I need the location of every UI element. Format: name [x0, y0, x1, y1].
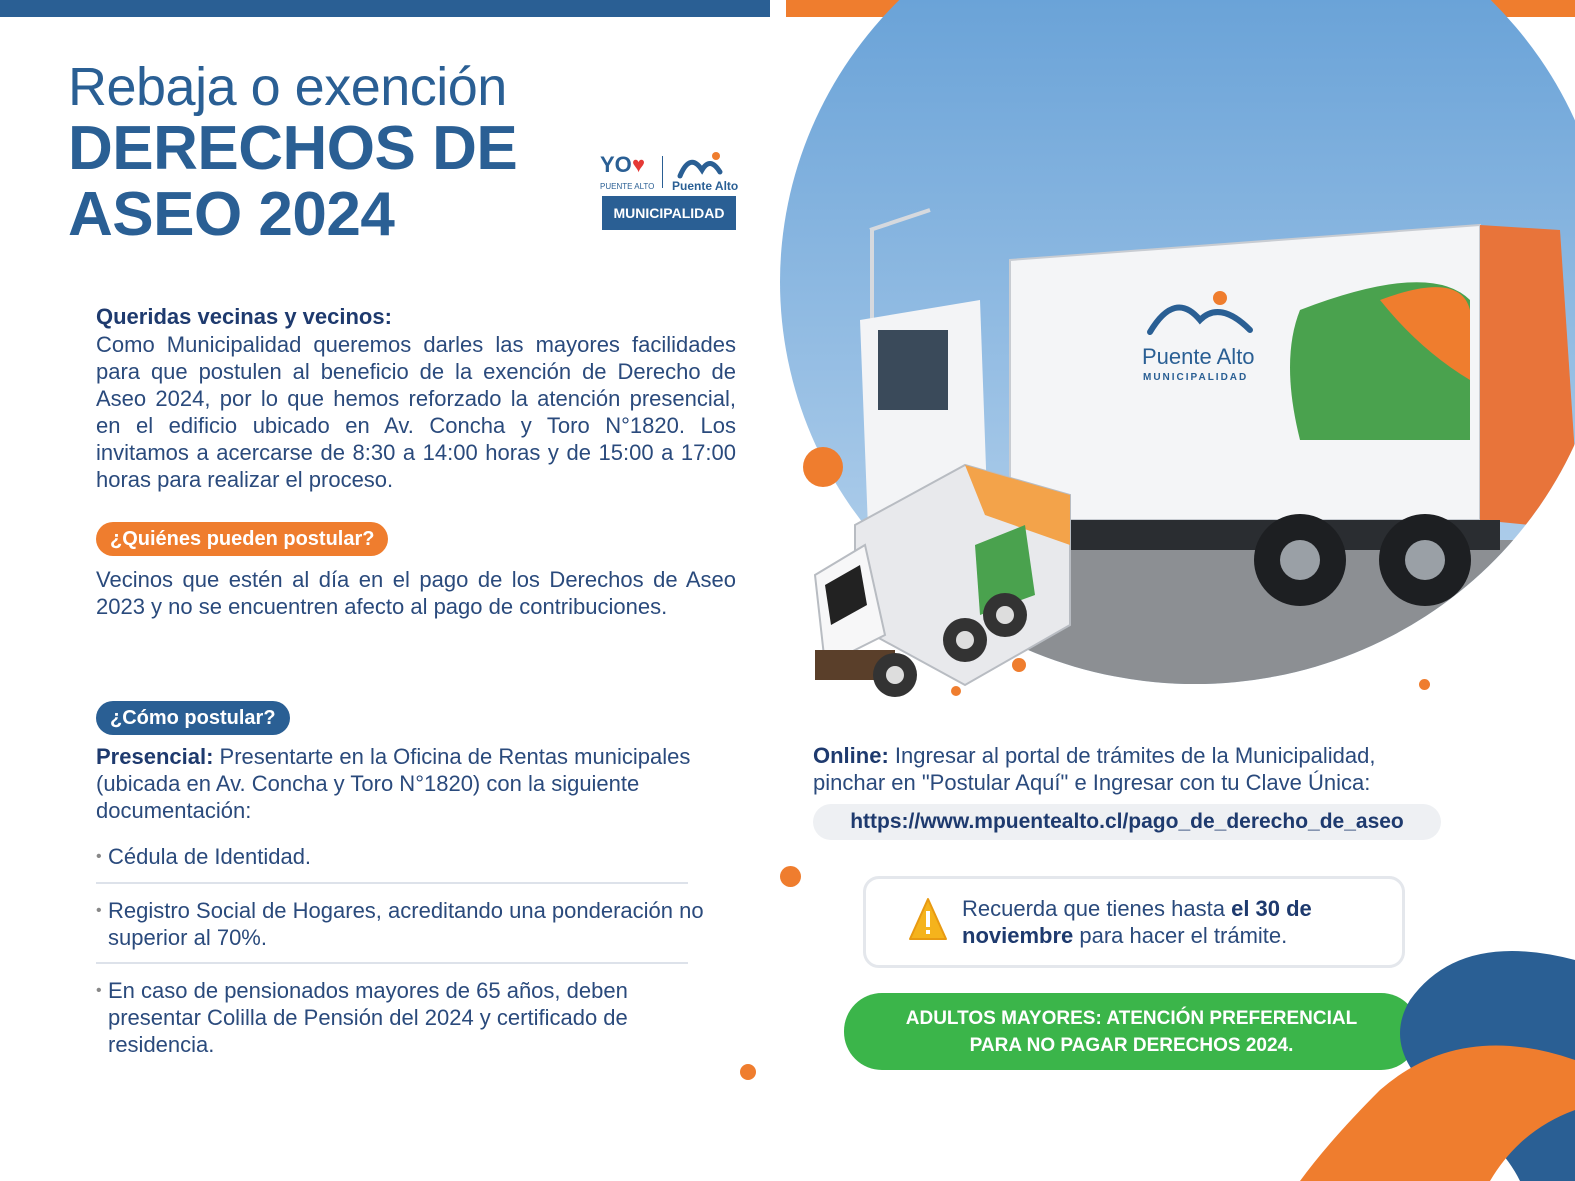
presencial-paragraph [96, 743, 736, 824]
decorative-dot [740, 1064, 756, 1080]
banner-line-2: PARA NO PAGAR DERECHOS 2024. [969, 1034, 1294, 1056]
title-line-3: ASEO 2024 [68, 180, 395, 249]
title-line-1: Rebaja o exención [68, 57, 507, 117]
truck-illustration-icon [805, 425, 1080, 720]
intro-paragraph: Como Municipalidad queremos darles las mayores facilidades para que postulen al beneficio de la exención de Derecho de Aseo 2024, por lo que hemos reforzado la atención presencial, en el edificio ubicado en Av. Concha y Toro N°1820. Los invitamos a acercarse de 8:30 a 14:00 horas y de 15:00 a 17:00 horas para realizar el proceso. [96, 332, 736, 492]
decorative-dot [1012, 658, 1026, 672]
logo-divider [662, 156, 663, 188]
who-can-apply-heading: ¿Quiénes pueden postular? [96, 522, 388, 556]
decorative-dot [803, 447, 843, 487]
puente-alto-mountain-icon [676, 148, 732, 180]
title-line-2: DERECHOS DE [68, 114, 518, 183]
online-label: Online: [813, 743, 889, 768]
reminder-text-after: para hacer el trámite. [1073, 923, 1288, 948]
heart-icon: ♥ [632, 152, 646, 177]
top-bar-blue [0, 0, 770, 17]
presencial-text: Presentarte en la Oficina de Rentas municipales (ubicada en Av. Concha y Toro N°1820) con la siguiente documentación: [96, 744, 691, 823]
requirement-item: • En caso de pensionados mayores de 65 años, deben presentar Colilla de Pensión del 2024 y certificado de residencia. [96, 977, 708, 1058]
decorative-swoosh [1260, 940, 1575, 1181]
list-divider [96, 962, 688, 964]
who-can-apply-text: Vecinos que estén al día en el pago de los Derechos de Aseo 2023 y no se encuentren afecto al pago de contribuciones. [96, 567, 736, 619]
truck-decal-sub: MUNICIPALIDAD [1143, 372, 1249, 383]
greeting: Queridas vecinas y vecinos: [96, 304, 392, 329]
yo-logo-text: YO [600, 152, 632, 177]
reminder-deadline: el 30 de noviembre [962, 896, 1312, 948]
decorative-dot [951, 686, 961, 696]
municipalidad-badge: MUNICIPALIDAD [602, 196, 736, 230]
presencial-label: Presencial: [96, 744, 214, 769]
municipal-logo [600, 142, 739, 234]
reminder-text-before: Recuerda que tienes hasta [962, 896, 1232, 921]
title-main [68, 116, 517, 248]
warning-icon [908, 897, 948, 943]
truck-decal-name: Puente Alto [1142, 344, 1255, 369]
requirement-item: • Registro Social de Hogares, acreditando una ponderación no superior al 70%. [96, 897, 708, 951]
list-divider [96, 882, 688, 884]
decorative-dot [780, 866, 801, 887]
online-text: Ingresar al portal de trámites de la Municipalidad, pinchar en "Postular Aquí" e Ingresar con tu Clave Única: [813, 743, 1376, 795]
banner-line-1: ADULTOS MAYORES: ATENCIÓN PREFERENCIAL [905, 1007, 1358, 1029]
how-to-apply-heading: ¿Cómo postular? [96, 701, 290, 735]
puente-alto-logo-text: Puente Alto [672, 179, 739, 193]
yo-logo-subtext: PUENTE ALTO [600, 182, 655, 191]
requirement-item: • Cédula de Identidad. [96, 843, 708, 870]
application-url-link[interactable]: https://www.mpuentealto.cl/pago_de_derecho_de_aseo [813, 804, 1441, 840]
online-paragraph [813, 742, 1453, 796]
decorative-dot [1419, 679, 1430, 690]
